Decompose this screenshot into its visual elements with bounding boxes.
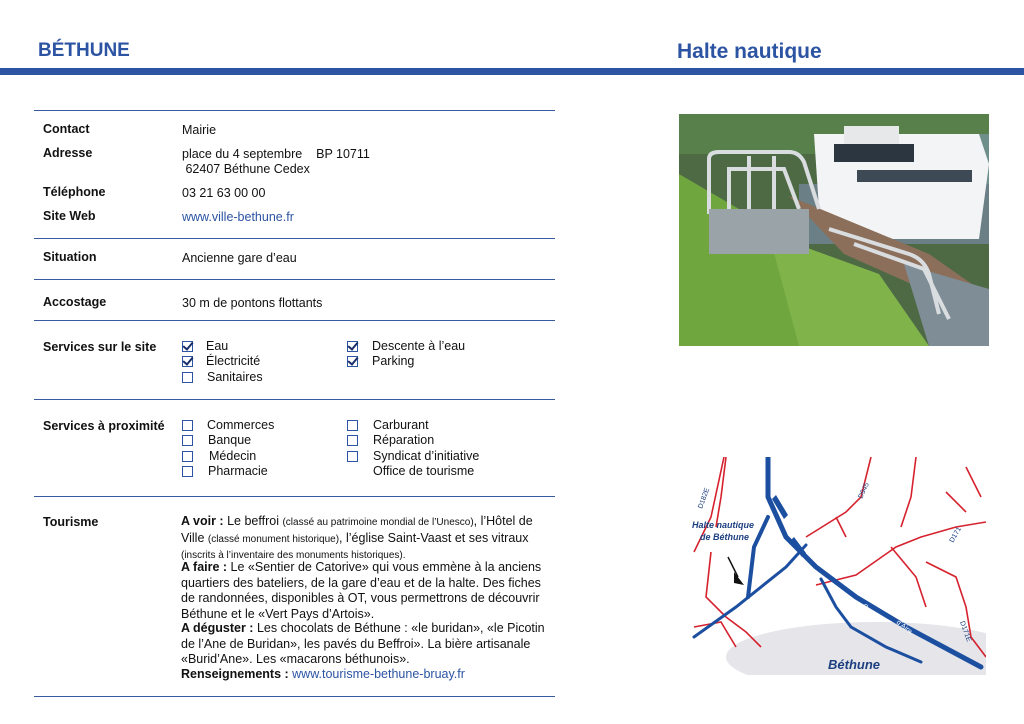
situation-value: Ancienne gare d’eau (182, 251, 297, 265)
adresse-line2: 62407 Béthune Cedex (182, 162, 310, 176)
telephone-value: 03 21 63 00 00 (182, 186, 266, 200)
checkbox-syndicat (347, 451, 358, 462)
adresse-line1: place du 4 septembre BP 10711 (182, 147, 370, 161)
contact-value: Mairie (182, 123, 217, 137)
checkbox-sanitaires (182, 372, 193, 383)
divider (34, 496, 555, 497)
adresse-label: Adresse (43, 146, 93, 160)
a-voir-text: , l’église Saint-Vaast et ses vitraux (339, 530, 529, 545)
map-road-label: D171 (948, 526, 964, 544)
a-voir-note: (classé monument historique) (207, 533, 340, 545)
map-halte-label-2: de Béthune (700, 532, 750, 542)
checkbox-banque (182, 435, 193, 446)
service-sanitaires: Sanitaires (207, 370, 263, 384)
checkbox-descente (347, 341, 358, 352)
header-city: BÉTHUNE (38, 40, 130, 61)
service-electricite: Électricité (206, 354, 261, 368)
service-eau: Eau (206, 339, 229, 353)
checkbox-medecin (182, 451, 193, 462)
site-web-link[interactable]: www.ville-bethune.fr (182, 210, 294, 224)
a-voir-text: Le beffroi (223, 514, 283, 528)
map-canal-label-2: d’Aire (894, 619, 914, 636)
location-map (676, 457, 986, 675)
map-halte-label: Halte nautique (692, 520, 755, 530)
a-faire-label: A faire : (181, 560, 228, 574)
renseignements-link[interactable]: www.tourisme-bethune-bruay.fr (288, 667, 465, 681)
checkbox-reparation (347, 435, 358, 446)
service-syndicat: Syndicat d’initiative (373, 449, 480, 463)
a-deguster-label: A déguster : (181, 621, 254, 635)
accostage-value: 30 m de pontons flottants (182, 296, 323, 310)
tourisme-label: Tourisme (43, 515, 99, 529)
map-city-label: Béthune (828, 657, 880, 672)
telephone-label: Téléphone (43, 185, 106, 199)
map-canal-label: Canal (860, 603, 880, 620)
services-proximite-label: Services à proximité (43, 419, 165, 433)
a-voir-note: (classé au patrimoine mondial de l’Unesco) (282, 517, 474, 528)
service-pharmacie: Pharmacie (208, 464, 268, 478)
header-bar (0, 68, 1024, 75)
tourisme-a-deguster (181, 621, 553, 668)
map-road-label: D182E (697, 487, 712, 510)
service-banque: Banque (208, 433, 252, 447)
service-parking: Parking (372, 354, 415, 368)
a-voir-label: A voir : (181, 514, 224, 528)
situation-label: Situation (43, 250, 97, 264)
checkbox-carburant (347, 420, 358, 431)
renseignements-label: Renseignements : (181, 667, 289, 681)
a-voir-note: (inscrits à l’inventaire des monuments historiques). (181, 550, 406, 561)
divider (34, 110, 555, 111)
checkbox-eau (182, 341, 193, 352)
a-voir-text: , l’Hôtel de Ville (181, 514, 533, 545)
service-descente: Descente à l’eau (372, 339, 466, 353)
divider (34, 279, 555, 280)
marina-photo (679, 114, 989, 346)
tourisme-a-voir (181, 514, 553, 564)
checkbox-commerces (182, 420, 193, 431)
checkbox-pharmacie (182, 466, 193, 477)
service-reparation: Réparation (373, 433, 435, 447)
service-carburant: Carburant (373, 418, 429, 432)
divider (34, 399, 555, 400)
site-web-label: Site Web (43, 209, 96, 223)
service-commerces: Commerces (207, 418, 275, 432)
tourisme-renseignements (181, 667, 553, 683)
a-faire-text: Le «Sentier de Catorive» qui vous emmène à la anciens quartiers des bateliers, de la gare d’eau et de la halte. Des fiches de randonnées, disponibles à OT, vous permettrons de découvrir Béthune et le «Vert Pays d’Artois». (181, 560, 542, 621)
contact-label: Contact (43, 122, 90, 136)
page-title: Halte nautique (677, 40, 822, 63)
divider (34, 320, 555, 321)
divider (34, 238, 555, 239)
service-office-tourisme: Office de tourisme (373, 464, 475, 478)
tourisme-a-faire (181, 560, 553, 622)
accostage-label: Accostage (43, 295, 107, 309)
divider (34, 696, 555, 697)
checkbox-parking (347, 356, 358, 367)
map-road-label: D945 (857, 481, 871, 500)
services-site-label: Services sur le site (43, 340, 157, 354)
service-medecin: Médecin (209, 449, 257, 463)
map-road-label: D171E (958, 620, 973, 643)
checkbox-electricite (182, 356, 193, 367)
a-deguster-text: Les chocolats de Béthune : «le buridan», «le Picotin de l’Ane de Buridan», les pavés du Beffroi». La bière artisanale «Burid’Ane». Les «macarons béthunois». (181, 621, 545, 666)
